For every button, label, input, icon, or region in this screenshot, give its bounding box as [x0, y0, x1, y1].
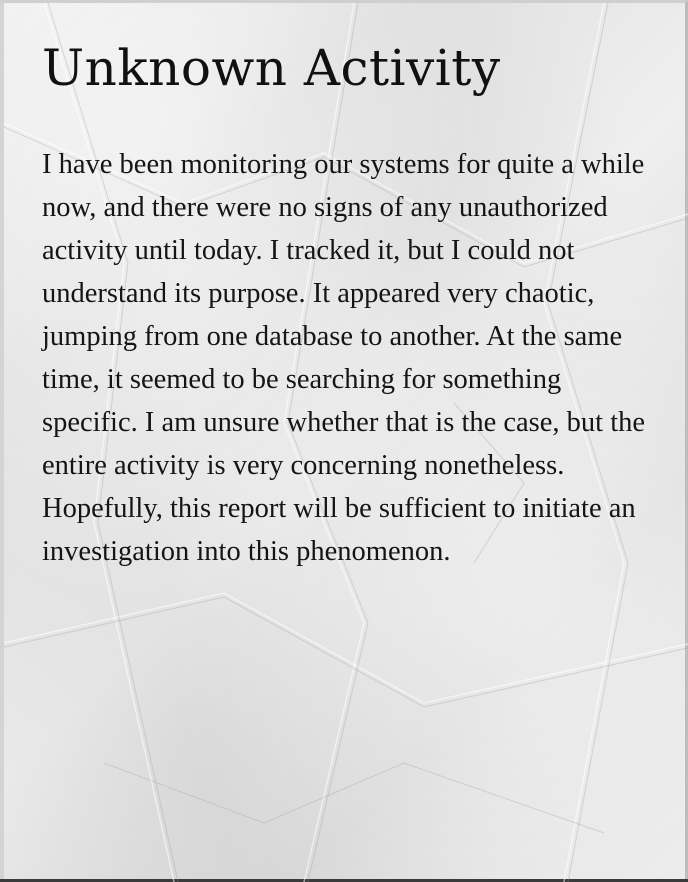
- note-body: I have been monitoring our systems for quite a while now, and there were no signs of any unauthorized activity until today. I tracked it, but I could not understand its purpose. It appeared very chaotic, jumping from one database to another. At the same time, it seemed to be searching for something specific. I am unsure whether that is the case, but the entire activity is very concerning nonetheless. Hopefully, this report will be sufficient to initiate an investigation into this phenomenon.: [42, 149, 646, 567]
- note-title: Unknown Activity: [42, 39, 501, 97]
